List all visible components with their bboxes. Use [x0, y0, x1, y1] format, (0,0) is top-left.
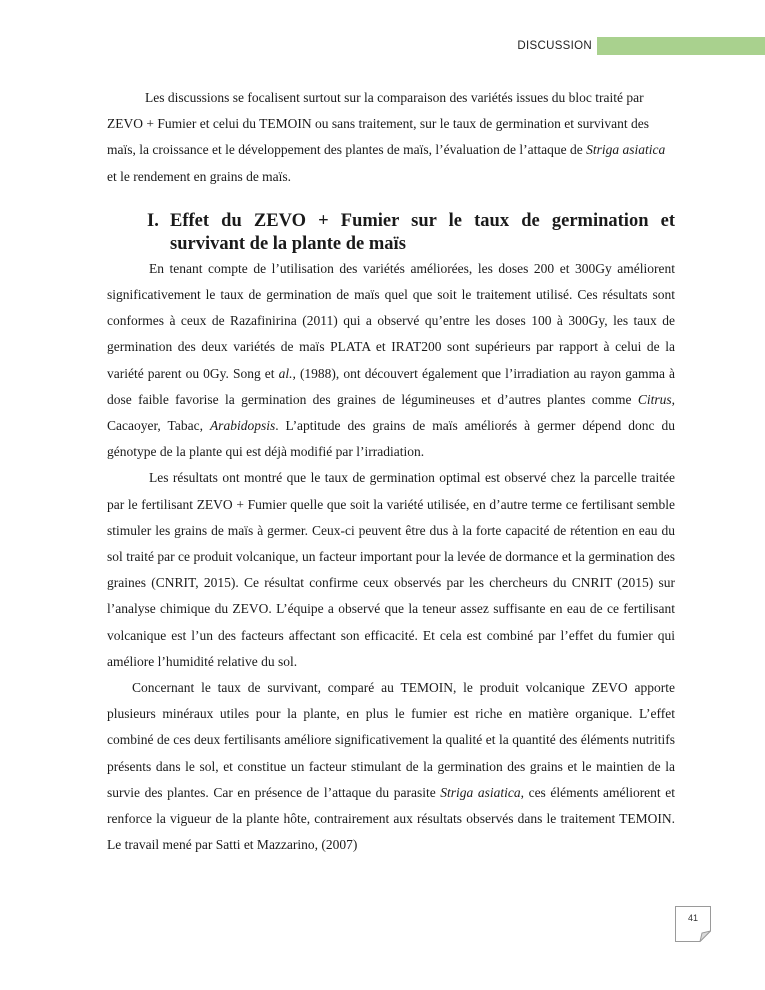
- section-number: I.: [147, 210, 159, 231]
- paragraph3-run: Striga asiatica: [440, 784, 521, 800]
- paragraph1-run: En tenant compte de l’utilisation des variétés améliorées, les doses 200 et 300Gy améliorent significativement le taux de germination de maïs quel que soit le traitement utilisé. Ces résultats sont conformes à ceux de Razafinirina (2011) qui a observé qu’entre les doses 100 à 300Gy, les taux de germination des deux variétés de maïs PLATA et IRAT200 sont supérieurs par rapport à celui de la variété parent ou 0Gy. Song et: [107, 260, 675, 381]
- intro-paragraph: [107, 85, 675, 190]
- paragraph1-run: Arabidopsis: [209, 418, 276, 434]
- section-heading: [147, 210, 675, 256]
- section-title: Effet du ZEVO + Fumier sur le taux de germination et survivant de la plante de maïs: [170, 210, 675, 254]
- intro-run: Striga asiatica: [586, 142, 666, 158]
- page-body: [107, 85, 675, 858]
- intro-run: et le rendement en grains de maïs.: [107, 168, 292, 184]
- page-number-box: [675, 906, 711, 942]
- paragraph2-run: Les résultats ont montré que le taux de germination optimal est observé chez la parcelle traitée par le fertilisant ZEVO + Fumier quelle que soit la variété utilisée, en d’autre terme ce fertilisant semble stimuler les grains de maïs à germer. Ceux-ci peuvent être dus à la forte capacité de rétention en eau du sol traité par ce produit volcanique, un facteur important pour la levée de dormance et la germination des graines (CNRIT, 2015). Ce résultat confirme ceux observés par les chercheurs du CNRIT (2015) sur l’analyse chimique du ZEVO. L’équipe a observé que la teneur assez suffisante en eau de ce fertilisant volcanique est l’un des facteurs affectant son efficacité. Et cela est combiné par l’effet du fumier qui améliore l’humidité relative du sol.: [107, 470, 675, 669]
- paragraph-results: [107, 465, 675, 675]
- paragraph3-run: Concernant le taux de survivant, comparé au TEMOIN, le produit volcanique ZEVO apporte plusieurs minéraux utiles pour la plante, en plus le fumier est riche en matière organique. L’effet combiné de ces deux fertilisants améliore significativement la qualité et la quantité des éléments nutritifs présents dans le sol, et constitue un facteur stimulant de la germination des grains et le maintien de la survie des plantes. Car en présence de l’attaque du parasite: [107, 680, 675, 800]
- paragraph1-run: . L’aptitude des grains de maïs améliorés à germer dépend donc du génotype de la plante qui est déjà modifié par l’irradiation.: [107, 418, 676, 460]
- running-header: DISCUSSION: [517, 40, 592, 52]
- paragraph1-run: al.,: [278, 365, 296, 381]
- paragraph1-run: , Cacaoyer, Tabac,: [107, 391, 675, 434]
- page-corner-icon: [675, 906, 711, 942]
- paragraph1-run: Citrus: [637, 391, 672, 407]
- paragraph1-run: (1988), ont découvert également que l’irradiation au rayon gamma à dose faible favorise la germination des graines de légumineuses et d’autres plantes comme: [107, 365, 676, 407]
- paragraph3-run: , ces éléments améliorent et renforce la vigueur de la plante hôte, contrairement aux résultats observés dans le traitement TEMOIN. Le travail mené par Satti et Mazzarino, (2007): [107, 784, 675, 853]
- page-number: 41: [687, 913, 698, 923]
- paragraph-germination: [107, 256, 675, 466]
- header-accent-bar: [597, 37, 765, 55]
- paragraph-survival: [107, 675, 675, 858]
- intro-run: Les discussions se focalisent surtout sur la comparaison des variétés issues du bloc traité par ZEVO + Fumier et celui du TEMOIN ou sans traitement, sur le taux de germination et survivant des maïs, la croissance et le développement des plantes de maïs, l’évaluation de l’attaque de: [107, 90, 649, 158]
